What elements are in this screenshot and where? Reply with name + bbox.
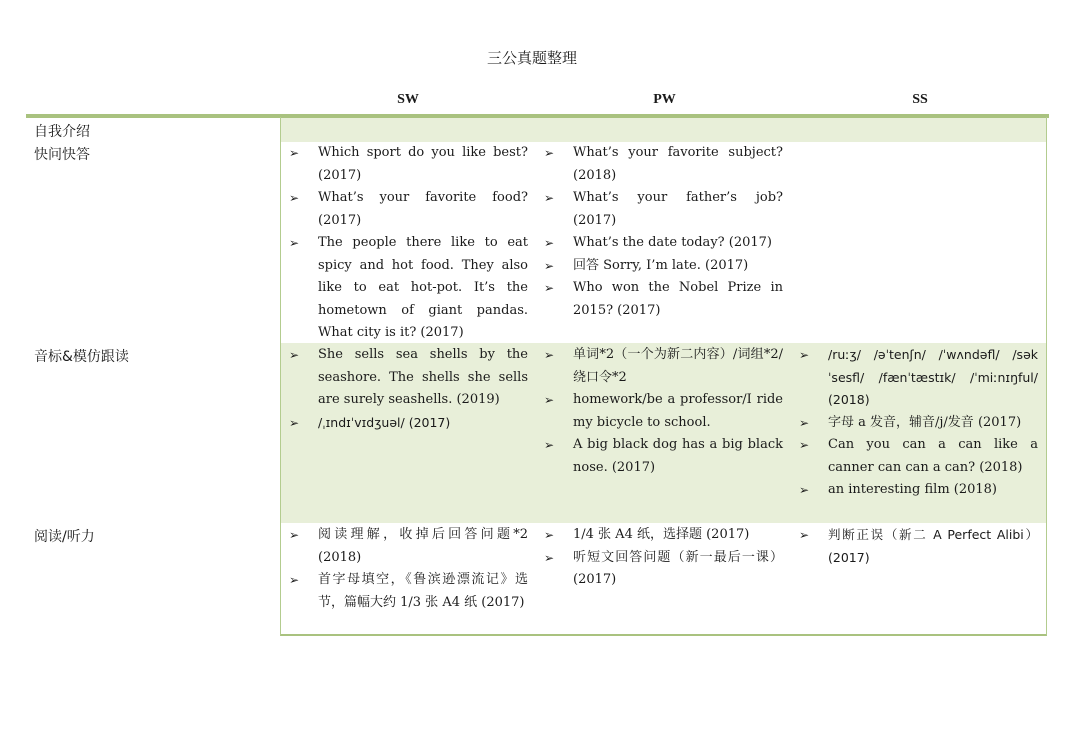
arrow-bullet-icon: ➢ (544, 258, 555, 273)
arrow-bullet-icon: ➢ (799, 483, 810, 497)
row-label-reading: 阅读/听力 (34, 529, 95, 545)
list-item: ➢ What’s your favorite subject? (2018) (537, 142, 783, 187)
arrow-bullet-icon: ➢ (544, 348, 555, 362)
arrow-bullet-icon: ➢ (289, 348, 300, 362)
list-item: ➢ What’s your favorite food? (2017) (282, 187, 528, 232)
list-item: ➢ What’s your father’s job? (2017) (537, 187, 783, 232)
list-item: ➢ Who won the Nobel Prize in 2015? (2017) (537, 277, 783, 322)
list-item: ➢ 判断正误（新二 A Perfect Alibi） (2017) (792, 524, 1038, 569)
arrow-bullet-icon: ➢ (544, 550, 555, 565)
cell-reading-ss (792, 524, 1038, 569)
list-item: ➢ The people there like to eat spicy and hot food. They also like to eat hot-pot. It’s the hometown of giant pandas. What city is it? (2017) (282, 232, 528, 345)
list-item: ➢ She sells sea shells by the seashore. The shells she sells are surely seashells. (2019) (282, 344, 528, 412)
list-item: ➢ Can you can a can like a canner can can a can? (2018) (792, 434, 1038, 479)
arrow-bullet-icon: ➢ (544, 528, 555, 542)
cell-quick-qa-sw (282, 142, 528, 345)
cell-phonetics-ss (792, 344, 1038, 502)
arrow-bullet-icon: ➢ (799, 438, 810, 452)
column-header-ss: SS (912, 92, 928, 107)
document-title: 三公真题整理 (486, 49, 577, 67)
cell-phonetics-sw (282, 344, 528, 434)
arrow-bullet-icon: ➢ (544, 236, 555, 250)
arrow-bullet-icon: ➢ (544, 191, 555, 205)
arrow-bullet-icon: ➢ (289, 236, 300, 250)
arrow-bullet-icon: ➢ (799, 528, 810, 542)
list-item: ➢ What’s the date today? (2017) (537, 232, 783, 255)
column-header-sw: SW (397, 92, 419, 107)
list-item: ➢ homework/be a professor/I ride my bicycle to school. (537, 389, 783, 434)
list-item: ➢ 阅读理解，收掉后回答问题*2 (2018) (282, 524, 528, 569)
arrow-bullet-icon: ➢ (799, 348, 810, 362)
list-item: ➢ 回答 Sorry, I’m late. (2017) (537, 255, 783, 278)
arrow-bullet-icon: ➢ (544, 146, 555, 160)
arrow-bullet-icon: ➢ (289, 191, 300, 205)
row-label-self-intro: 自我介绍 (34, 124, 90, 140)
arrow-bullet-icon: ➢ (289, 528, 300, 542)
row-label-phonetics: 音标&模仿跟读 (34, 349, 129, 365)
arrow-bullet-icon: ➢ (289, 146, 300, 160)
list-item: ➢ an interesting film (2018) (792, 479, 1038, 502)
cell-phonetics-pw (537, 344, 783, 479)
cell-quick-qa-pw (537, 142, 783, 322)
cell-reading-sw (282, 524, 528, 614)
arrow-bullet-icon: ➢ (544, 393, 555, 407)
table-header (282, 92, 1048, 114)
list-item: ➢ Which sport do you like best? (2017) (282, 142, 528, 187)
list-item: ➢ 1/4 张 A4 纸，选择题 (2017) (537, 524, 783, 547)
column-header-pw: PW (653, 92, 676, 107)
list-item: ➢ 单词*2（一个为新二内容）/词组*2/绕口令*2 (537, 344, 783, 389)
arrow-bullet-icon: ➢ (289, 415, 300, 430)
row-label-quick-qa: 快问快答 (34, 147, 90, 163)
list-item: ➢ 首字母填空，《鲁滨逊漂流记》选节，篇幅大约 1/3 张 A4 纸 (2017) (282, 569, 528, 614)
list-item: ➢ A big black dog has a big black nose. (2017) (537, 434, 783, 479)
arrow-bullet-icon: ➢ (289, 573, 300, 587)
list-item: ➢ /ruːʒ/ /əˈtenʃn/ /ˈwʌndəfl/ /səkˈsesfl/ /fænˈtæstɪk/ /ˈmiːnɪŋful/ (2018) (792, 344, 1038, 412)
list-item: ➢ 字母 a 发音，辅音/j/发音 (2017) (792, 412, 1038, 435)
arrow-bullet-icon: ➢ (544, 438, 555, 452)
arrow-bullet-icon: ➢ (799, 415, 810, 430)
list-item: ➢ /ˌɪndɪˈvɪdʒuəl/ (2017) (282, 412, 528, 435)
arrow-bullet-icon: ➢ (544, 281, 555, 295)
list-item: ➢ 听短文回答问题（新一最后一课） (2017) (537, 547, 783, 592)
cell-reading-pw (537, 524, 783, 592)
